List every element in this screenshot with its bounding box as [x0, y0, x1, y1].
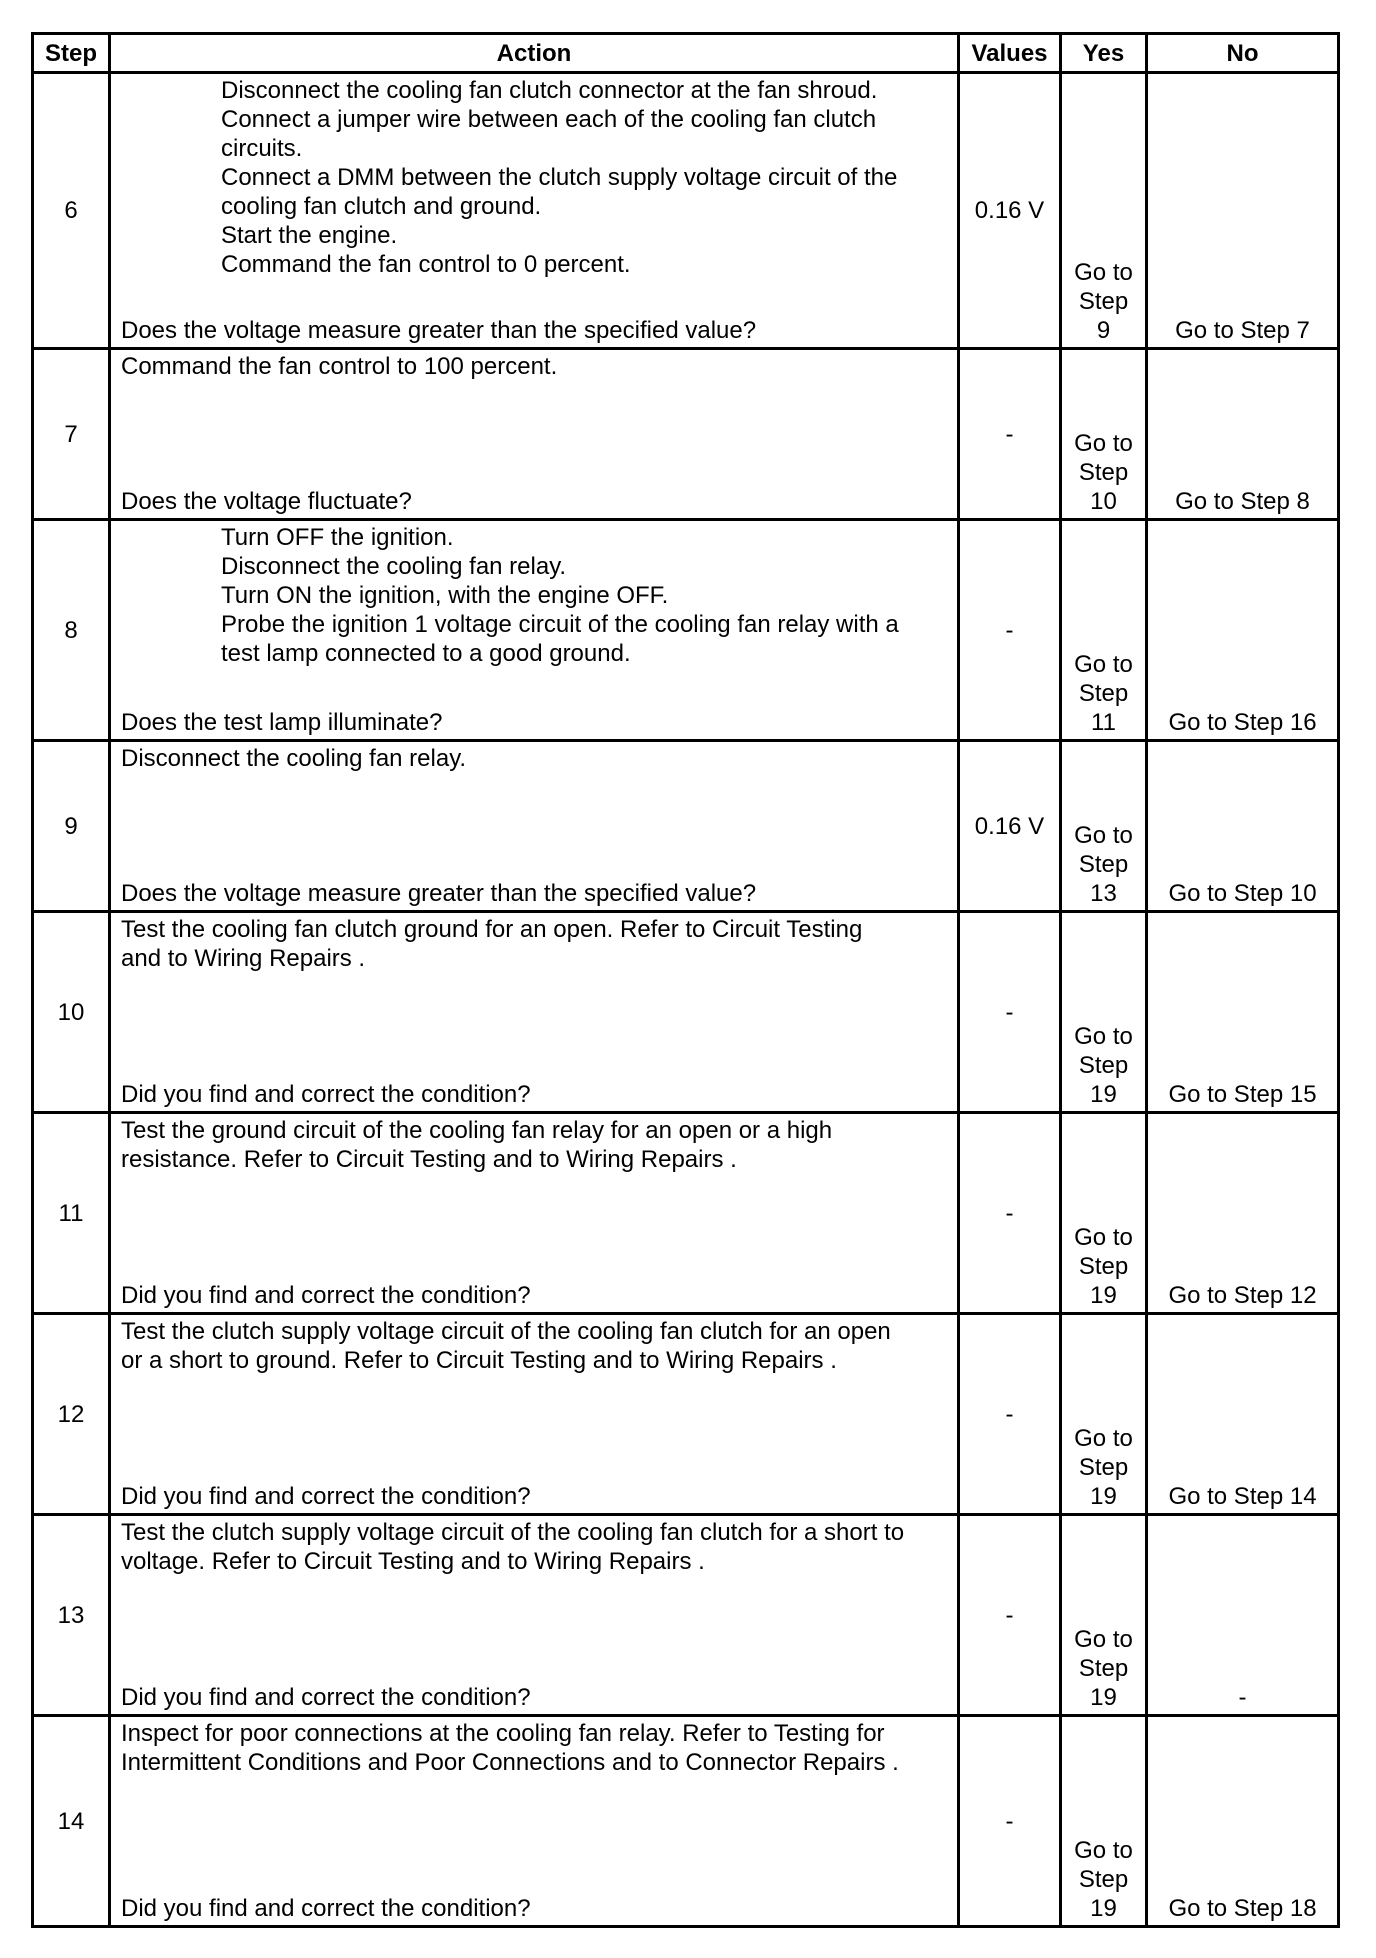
action-question: Does the voltage measure greater than the specified value?: [121, 880, 757, 907]
action-line: Disconnect the cooling fan relay.: [221, 553, 567, 580]
yes-cell: [1061, 1314, 1147, 1515]
action-question: Did you find and correct the condition?: [121, 1483, 531, 1510]
action-line: Disconnect the cooling fan clutch connector at the fan shroud.: [221, 77, 878, 104]
action-line: Connect a DMM between the clutch supply voltage circuit of the: [221, 164, 898, 191]
action-cell: [110, 741, 959, 912]
value-cell: -: [959, 520, 1061, 741]
table-row: [33, 1113, 1339, 1314]
action-question: Did you find and correct the condition?: [121, 1684, 531, 1711]
yes-line: 19: [1090, 1081, 1117, 1108]
step-number: 7: [33, 349, 110, 520]
table-row: [33, 741, 1339, 912]
header-action: Action: [110, 34, 959, 73]
action-line: or a short to ground. Refer to Circuit Testing and to Wiring Repairs .: [121, 1347, 837, 1374]
table-row: [33, 349, 1339, 520]
yes-line: Go to: [1074, 1425, 1133, 1452]
yes-line: Go to: [1074, 651, 1133, 678]
header-values: Values: [959, 34, 1061, 73]
action-line: Command the fan control to 100 percent.: [121, 353, 558, 380]
yes-line: Go to: [1074, 822, 1133, 849]
yes-line: Go to: [1074, 1626, 1133, 1653]
action-cell: [110, 520, 959, 741]
table-row: [33, 1314, 1339, 1515]
action-cell: [110, 1716, 959, 1927]
yes-cell: [1061, 1113, 1147, 1314]
action-question: Did you find and correct the condition?: [121, 1895, 531, 1922]
diagnostic-table: [31, 32, 1340, 1928]
header-step: Step: [33, 34, 110, 73]
action-cell: [110, 73, 959, 349]
action-question: Does the test lamp illuminate?: [121, 709, 443, 736]
no-cell: -: [1147, 1515, 1339, 1716]
action-question: Did you find and correct the condition?: [121, 1282, 531, 1309]
action-cell: [110, 1314, 959, 1515]
yes-line: 19: [1090, 1684, 1117, 1711]
step-number: 13: [33, 1515, 110, 1716]
value-cell: 0.16 V: [959, 73, 1061, 349]
action-question: Does the voltage measure greater than the specified value?: [121, 317, 757, 344]
yes-line: Go to: [1074, 430, 1133, 457]
action-cell: [110, 1113, 959, 1314]
yes-line: Step: [1078, 851, 1129, 878]
action-line: resistance. Refer to Circuit Testing and to Wiring Repairs .: [121, 1146, 737, 1173]
no-cell: Go to Step 18: [1147, 1716, 1339, 1927]
no-cell: Go to Step 14: [1147, 1314, 1339, 1515]
step-number: 10: [33, 912, 110, 1113]
action-line: Inspect for poor connections at the cooling fan relay. Refer to Testing for: [121, 1720, 885, 1747]
yes-line: Step: [1078, 288, 1129, 315]
no-cell: Go to Step 10: [1147, 741, 1339, 912]
action-line: circuits.: [221, 135, 303, 162]
yes-line: 9: [1096, 317, 1111, 344]
no-cell: Go to Step 15: [1147, 912, 1339, 1113]
yes-line: Step: [1078, 1253, 1129, 1280]
step-number: 9: [33, 741, 110, 912]
value-cell: -: [959, 912, 1061, 1113]
yes-cell: [1061, 1515, 1147, 1716]
action-line: Test the ground circuit of the cooling fan relay for an open or a high: [121, 1117, 833, 1144]
yes-cell: [1061, 73, 1147, 349]
action-line: Test the cooling fan clutch ground for an open. Refer to Circuit Testing: [121, 916, 863, 943]
yes-line: Step: [1078, 459, 1129, 486]
action-cell: [110, 1515, 959, 1716]
action-line: Disconnect the cooling fan relay.: [121, 745, 467, 772]
no-cell: Go to Step 8: [1147, 349, 1339, 520]
yes-line: Go to: [1074, 259, 1133, 286]
yes-line: Go to: [1074, 1224, 1133, 1251]
action-line: test lamp connected to a good ground.: [221, 640, 631, 667]
action-line: Test the clutch supply voltage circuit of the cooling fan clutch for a short to: [121, 1519, 905, 1546]
yes-line: Step: [1078, 1655, 1129, 1682]
action-question: Does the voltage fluctuate?: [121, 488, 412, 515]
no-cell: Go to Step 12: [1147, 1113, 1339, 1314]
yes-line: Step: [1078, 680, 1129, 707]
table-row: [33, 73, 1339, 349]
header-yes: Yes: [1061, 34, 1147, 73]
yes-line: Step: [1078, 1052, 1129, 1079]
yes-line: Step: [1078, 1454, 1129, 1481]
step-number: 14: [33, 1716, 110, 1927]
yes-cell: [1061, 349, 1147, 520]
value-cell: -: [959, 349, 1061, 520]
table-row: [33, 1515, 1339, 1716]
action-line: Probe the ignition 1 voltage circuit of the cooling fan relay with a: [221, 611, 899, 638]
action-line: Connect a jumper wire between each of the cooling fan clutch: [221, 106, 877, 133]
no-cell: Go to Step 7: [1147, 73, 1339, 349]
action-question: Did you find and correct the condition?: [121, 1081, 531, 1108]
action-line: cooling fan clutch and ground.: [221, 193, 542, 220]
yes-line: 19: [1090, 1895, 1117, 1922]
yes-line: 19: [1090, 1483, 1117, 1510]
action-line: Start the engine.: [221, 222, 398, 249]
action-cell: [110, 349, 959, 520]
yes-cell: [1061, 520, 1147, 741]
action-line: Turn ON the ignition, with the engine OFF.: [221, 582, 669, 609]
action-line: Command the fan control to 0 percent.: [221, 251, 631, 278]
header-row: [33, 34, 1339, 73]
yes-line: 13: [1090, 880, 1117, 907]
action-line: voltage. Refer to Circuit Testing and to Wiring Repairs .: [121, 1548, 705, 1575]
action-line: and to Wiring Repairs .: [121, 945, 366, 972]
value-cell: -: [959, 1515, 1061, 1716]
value-cell: -: [959, 1113, 1061, 1314]
step-number: 12: [33, 1314, 110, 1515]
table-row: [33, 520, 1339, 741]
table-row: [33, 1716, 1339, 1927]
action-line: Test the clutch supply voltage circuit of the cooling fan clutch for an open: [121, 1318, 891, 1345]
yes-line: 19: [1090, 1282, 1117, 1309]
value-cell: -: [959, 1716, 1061, 1927]
yes-cell: [1061, 1716, 1147, 1927]
action-line: Turn OFF the ignition.: [221, 524, 454, 551]
action-cell: [110, 912, 959, 1113]
step-number: 8: [33, 520, 110, 741]
yes-line: Go to: [1074, 1023, 1133, 1050]
no-cell: Go to Step 16: [1147, 520, 1339, 741]
table-row: [33, 912, 1339, 1113]
yes-line: Step: [1078, 1866, 1129, 1893]
yes-line: 11: [1091, 709, 1116, 736]
yes-line: 10: [1090, 488, 1117, 515]
step-number: 6: [33, 73, 110, 349]
header-no: No: [1147, 34, 1339, 73]
yes-cell: [1061, 912, 1147, 1113]
yes-line: Go to: [1074, 1837, 1133, 1864]
yes-cell: [1061, 741, 1147, 912]
value-cell: 0.16 V: [959, 741, 1061, 912]
step-number: 11: [33, 1113, 110, 1314]
value-cell: -: [959, 1314, 1061, 1515]
action-line: Intermittent Conditions and Poor Connections and to Connector Repairs .: [121, 1749, 899, 1776]
